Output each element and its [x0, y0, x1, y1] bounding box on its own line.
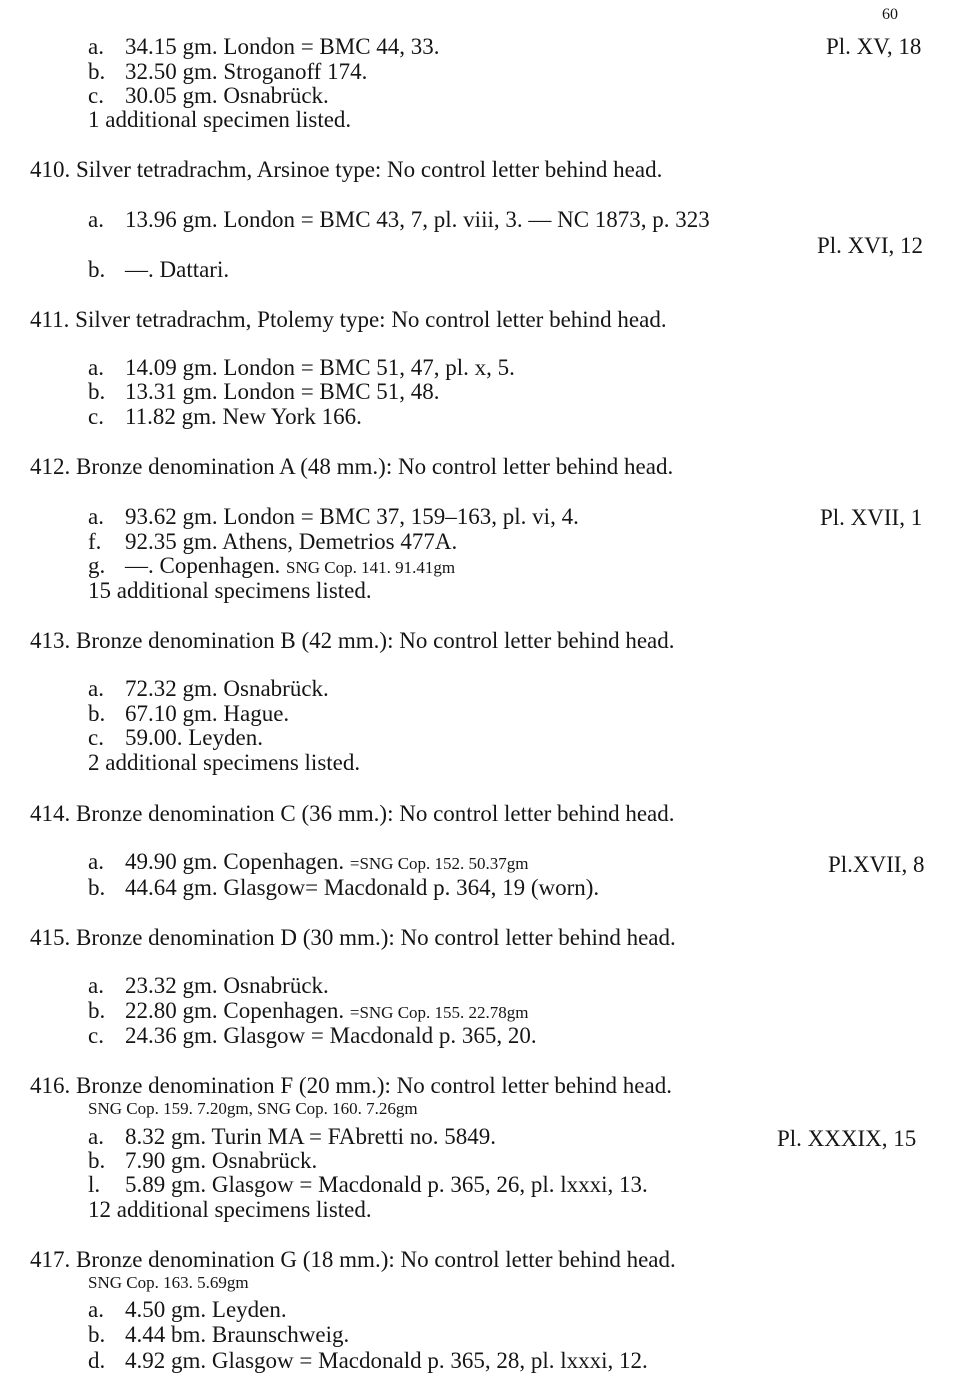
- specimen-text: 14.09 gm. London = BMC 51, 47, pl. x, 5.: [125, 355, 515, 380]
- entry-heading-412: 412. Bronze denomination A (48 mm.): No control letter behind head.: [30, 454, 674, 479]
- handwritten-note-416: SNG Cop. 159. 7.20gm, SNG Cop. 160. 7.26gm: [88, 1099, 418, 1118]
- specimen-letter: a.: [88, 676, 104, 701]
- entry-heading-416: 416. Bronze denomination F (20 mm.): No control letter behind head.: [30, 1073, 672, 1098]
- handwritten-note: SNG Cop. 141. 91.41gm: [285, 558, 456, 577]
- specimen-text: 67.10 gm. Hague.: [125, 701, 290, 726]
- entry-heading-414: 414. Bronze denomination C (36 mm.): No control letter behind head.: [30, 801, 675, 826]
- specimen-417-d: [88, 1349, 648, 1372]
- specimen-text: 13.31 gm. London = BMC 51, 48.: [125, 379, 440, 404]
- specimen-text: 23.32 gm. Osnabrück.: [125, 973, 329, 998]
- specimen-text: 13.96 gm. London = BMC 43, 7, pl. viii, 3. — NC 1873, p. 323: [125, 207, 710, 232]
- specimen-416-l: [88, 1173, 648, 1196]
- handwritten-note-417: SNG Cop. 163. 5.69gm: [88, 1273, 249, 1292]
- specimen-letter: a.: [88, 34, 104, 59]
- specimen-letter: b.: [88, 701, 106, 726]
- specimen-411-c: [88, 405, 362, 428]
- specimen-text: 92.35 gm. Athens, Demetrios 477A.: [125, 529, 458, 554]
- specimen-text: —. Copenhagen.: [125, 553, 281, 578]
- specimen-414-b: [88, 876, 599, 899]
- specimen-letter: l.: [88, 1172, 101, 1197]
- specimen-413-c: [88, 726, 263, 749]
- specimen-415-a: [88, 974, 329, 997]
- specimen-412-a: [88, 505, 579, 528]
- specimen-letter: b.: [88, 1148, 106, 1173]
- additional-specimens-409: 1 additional specimen listed.: [88, 107, 352, 132]
- specimen-letter: b.: [88, 1322, 106, 1347]
- specimen-413-b: [88, 702, 289, 725]
- specimen-413-a: [88, 677, 329, 700]
- specimen-417-b: [88, 1323, 349, 1346]
- plate-reference-412: Pl. XVII, 1: [820, 505, 923, 530]
- specimen-416-a: [88, 1125, 496, 1148]
- specimen-text: 30.05 gm. Osnabrück.: [125, 83, 329, 108]
- plate-reference-414: Pl.XVII, 8: [828, 852, 925, 877]
- specimen-text: 24.36 gm. Glasgow = Macdonald p. 365, 20.: [125, 1023, 537, 1048]
- specimen-letter: c.: [88, 725, 104, 750]
- specimen-text: 32.50 gm. Stroganoff 174.: [125, 59, 368, 84]
- specimen-letter: b.: [88, 379, 106, 404]
- specimen-411-b: [88, 380, 440, 403]
- handwritten-note: =SNG Cop. 152. 50.37gm: [349, 854, 529, 873]
- specimen-410-b: [88, 258, 229, 281]
- entry-heading-413: 413. Bronze denomination B (42 mm.): No control letter behind head.: [30, 628, 675, 653]
- additional-specimens-413: 2 additional specimens listed.: [88, 750, 361, 775]
- specimen-409-c: [88, 84, 329, 107]
- specimen-text: 22.80 gm. Copenhagen.: [125, 998, 345, 1023]
- specimen-411-a: [88, 356, 515, 379]
- plate-reference-416: Pl. XXXIX, 15: [777, 1126, 917, 1151]
- plate-reference-409: Pl. XV, 18: [826, 34, 922, 59]
- specimen-417-a: [88, 1298, 287, 1321]
- entry-heading-411: 411. Silver tetradrachm, Ptolemy type: No control letter behind head.: [30, 307, 667, 332]
- entry-heading-417: 417. Bronze denomination G (18 mm.): No control letter behind head.: [30, 1247, 676, 1272]
- specimen-letter: d.: [88, 1348, 106, 1373]
- specimen-text: 4.44 bm. Braunschweig.: [125, 1322, 350, 1347]
- specimen-letter: b.: [88, 875, 106, 900]
- specimen-letter: a.: [88, 355, 104, 380]
- specimen-409-a: [88, 35, 440, 58]
- specimen-text: 72.32 gm. Osnabrück.: [125, 676, 329, 701]
- specimen-412-g: [88, 554, 455, 577]
- specimen-text: 34.15 gm. London = BMC 44, 33.: [125, 34, 440, 59]
- specimen-letter: a.: [88, 973, 104, 998]
- specimen-letter: a.: [88, 1124, 104, 1149]
- specimen-text: 7.90 gm. Osnabrück.: [125, 1148, 318, 1173]
- specimen-letter: a.: [88, 504, 104, 529]
- specimen-415-c: [88, 1024, 537, 1047]
- specimen-text: 93.62 gm. London = BMC 37, 159–163, pl. vi, 4.: [125, 504, 579, 529]
- specimen-text: 44.64 gm. Glasgow= Macdonald p. 364, 19 (worn).: [125, 875, 600, 900]
- specimen-text: 49.90 gm. Copenhagen.: [125, 849, 345, 874]
- specimen-416-b: [88, 1149, 317, 1172]
- specimen-letter: c.: [88, 83, 104, 108]
- specimen-text: —. Dattari.: [125, 257, 230, 282]
- specimen-410-a: [88, 208, 710, 231]
- specimen-letter: b.: [88, 998, 106, 1023]
- specimen-409-b: [88, 60, 367, 83]
- handwritten-note: =SNG Cop. 155. 22.78gm: [349, 1003, 529, 1022]
- specimen-text: 59.00. Leyden.: [125, 725, 263, 750]
- additional-specimens-416: 12 additional specimens listed.: [88, 1197, 372, 1222]
- specimen-letter: b.: [88, 59, 106, 84]
- specimen-414-a: [88, 850, 529, 873]
- page-number: 60: [882, 6, 898, 23]
- specimen-text: 5.89 gm. Glasgow = Macdonald p. 365, 26, pl. lxxxi, 13.: [125, 1172, 648, 1197]
- specimen-letter: a.: [88, 849, 104, 874]
- specimen-412-f: [88, 530, 457, 553]
- entry-heading-410: 410. Silver tetradrachm, Arsinoe type: No control letter behind head.: [30, 157, 663, 182]
- specimen-letter: a.: [88, 207, 104, 232]
- specimen-letter: f.: [88, 529, 102, 554]
- specimen-text: 4.92 gm. Glasgow = Macdonald p. 365, 28, pl. lxxxi, 12.: [125, 1348, 648, 1373]
- specimen-text: 8.32 gm. Turin MA = FAbretti no. 5849.: [125, 1124, 497, 1149]
- additional-specimens-412: 15 additional specimens listed.: [88, 578, 372, 603]
- specimen-415-b: [88, 999, 529, 1022]
- plate-reference-410: Pl. XVI, 12: [817, 233, 924, 258]
- specimen-letter: c.: [88, 404, 104, 429]
- entry-heading-415: 415. Bronze denomination D (30 mm.): No control letter behind head.: [30, 925, 676, 950]
- specimen-text: 11.82 gm. New York 166.: [125, 404, 362, 429]
- specimen-letter: a.: [88, 1297, 104, 1322]
- specimen-letter: g.: [88, 553, 106, 578]
- specimen-letter: c.: [88, 1023, 104, 1048]
- specimen-text: 4.50 gm. Leyden.: [125, 1297, 287, 1322]
- specimen-letter: b.: [88, 257, 106, 282]
